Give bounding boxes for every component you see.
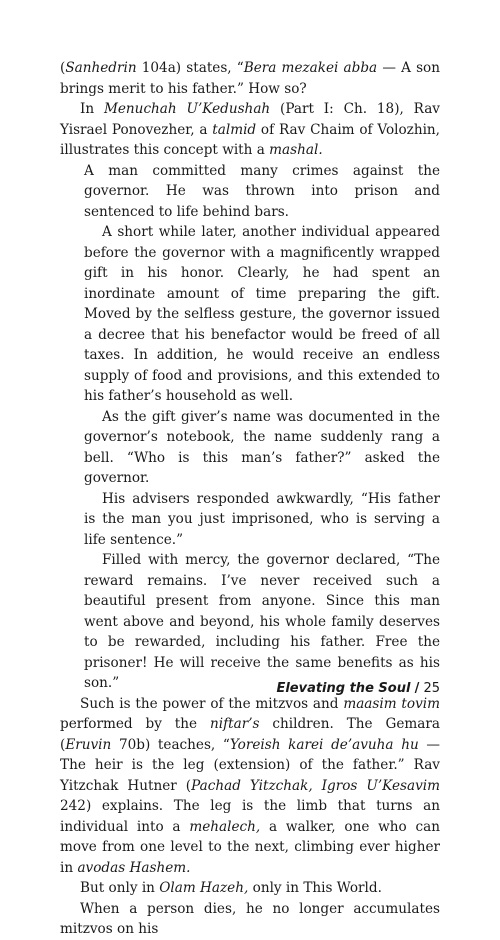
- text-run: But only in: [80, 880, 160, 896]
- hebrew-term: Olam Hazeh,: [159, 880, 249, 896]
- text-run: 70b) teaches, “: [111, 736, 230, 753]
- text-run: — A son brings merit to his father.” How so?: [60, 60, 440, 97]
- mashal-block-quote: [84, 161, 440, 694]
- text-run: — The heir is the leg (extension) of the father.” Rav Yitzchak Hutner (: [60, 736, 440, 794]
- hebrew-phrase: Yoreish karei de’avuha hu: [229, 736, 419, 753]
- hebrew-phrase: Bera mezakei abba: [243, 60, 378, 76]
- body-text: [60, 58, 440, 940]
- text-run: children. The Gemara (: [60, 716, 441, 753]
- quote-paragraph: Filled with mercy, the governor declared, “The reward remains. I’ve never received such a beautiful present from anyone. Since this man went above and beyond, his whole family deserves to be rewarded, including his father. Free the prisoner! He will receive the same benefits as his son.”: [84, 552, 440, 691]
- text-run: 242) explains. The leg is the limb that turns an individual into a: [60, 798, 440, 835]
- page-footer: [60, 681, 440, 696]
- text-run: of Rav Chaim of Volozhin, illustrates this concept with a: [60, 121, 440, 158]
- footer-separator: /: [414, 681, 420, 696]
- hebrew-term: mehalech,: [189, 818, 261, 835]
- running-title: Elevating the Soul: [276, 681, 411, 696]
- text-run: only in This World.: [248, 880, 382, 896]
- quote-paragraph: A short while later, another individual appeared before the governor with a magnificently wrapped gift in his honor. Clearly, he had spent an inordinate amount of time preparing the gift. Moved by the selfless gesture, the governor issued a decree that his benefactor would be freed of all taxes. In addition, he would receive an endless supply of food and provisions, and this extended to his father’s household as well.: [84, 224, 440, 404]
- hebrew-term: niftar’s: [210, 716, 260, 732]
- quote-paragraph: A man committed many crimes against the governor. He was thrown into prison and sentenced to life behind bars.: [84, 162, 440, 220]
- paragraph-when-person-dies: When a person dies, he no longer accumulates mitzvos on his: [60, 900, 440, 937]
- citation: Sanhedrin: [65, 60, 137, 76]
- text-run: a walker, one who can move from one level to the next, climbing ever higher in: [60, 818, 441, 876]
- hebrew-term: maasim tovim: [343, 695, 440, 712]
- citation: Pachad Yitzchak, Igros U’Kesavim: [191, 777, 441, 794]
- text-run: In: [80, 101, 104, 117]
- paragraph-olam-hazeh: [60, 878, 440, 899]
- page-number: 25: [423, 681, 440, 696]
- paragraph-opening: (Sanhedrin 104a) states, “Bera mezakei abba — A son brings merit to his father.” How so?: [60, 60, 440, 97]
- text-run: Such is the power of the mitzvos and: [80, 695, 344, 712]
- hebrew-term: talmid: [212, 121, 257, 138]
- paragraph-power-of-mitzvos: [60, 694, 440, 879]
- hebrew-term: avodas Hashem.: [77, 859, 191, 876]
- text-run: (Part I: Ch. 18), Rav Yisrael Ponovezher, a: [60, 101, 440, 138]
- paragraph-menuchah: [60, 99, 440, 161]
- citation: Eruvin: [65, 736, 112, 753]
- text-run: 104a) states, “: [136, 60, 244, 76]
- quote-paragraph: As the gift giver’s name was documented in the governor’s notebook, the name suddenly rang a bell. “Who is this man’s father?” asked the governor.: [84, 408, 440, 486]
- hebrew-term: mashal.: [269, 142, 323, 158]
- book-title-ref: Menuchah U’Kedushah: [103, 101, 271, 117]
- quote-paragraph: His advisers responded awkwardly, “His father is the man you just imprisoned, who is serving a life sentence.”: [84, 490, 440, 548]
- text-run: performed by the: [60, 716, 210, 732]
